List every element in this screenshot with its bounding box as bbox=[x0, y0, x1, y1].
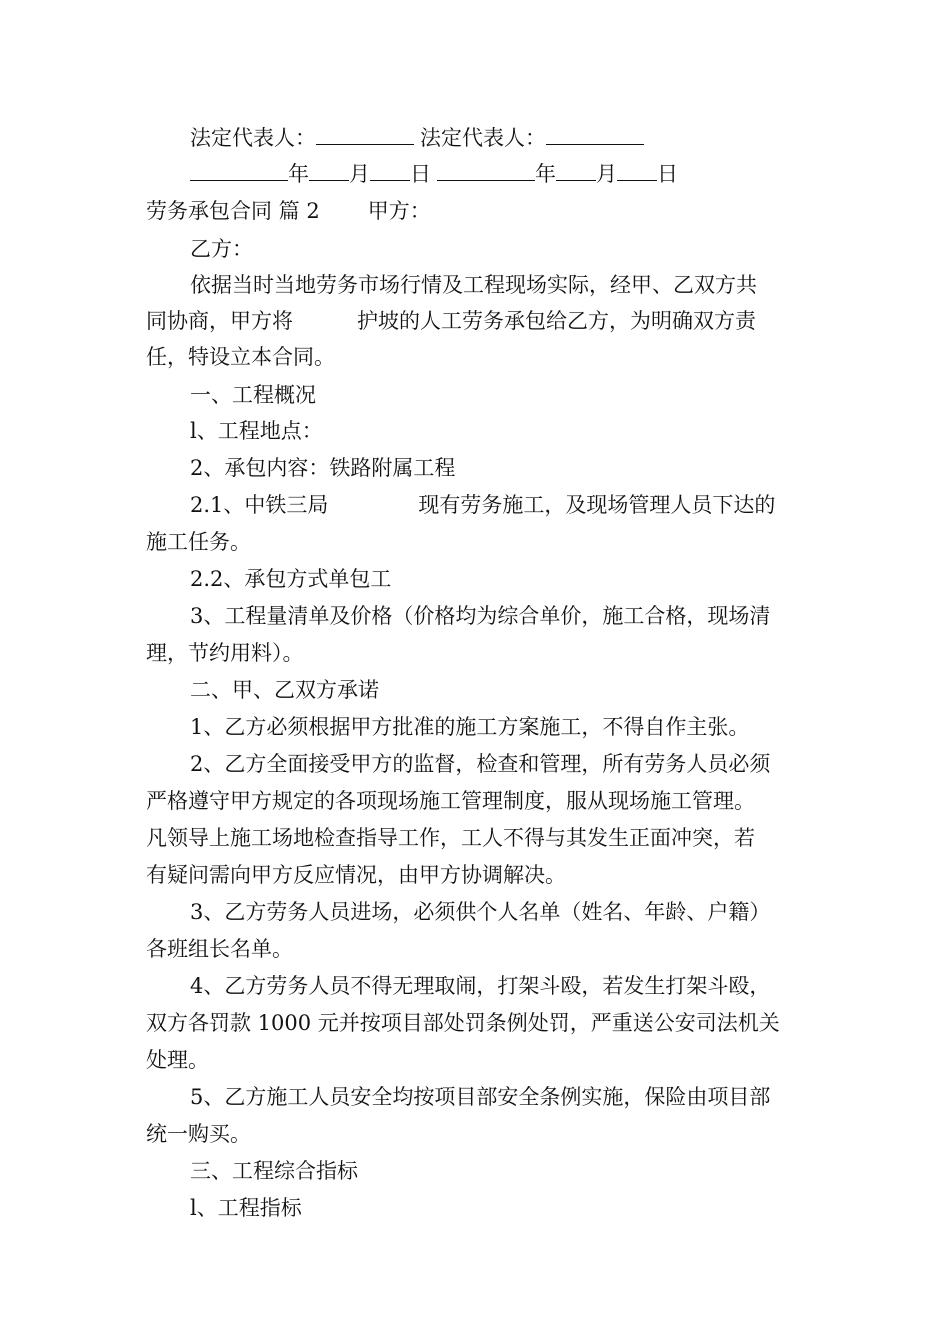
month-blank-b bbox=[556, 158, 596, 181]
section3-title: 三、工程综合指标 bbox=[190, 1159, 358, 1183]
section2-item2-cont2: 凡领导上施工场地检查指导工作，工人不得与其发生正面冲突，若 bbox=[146, 826, 755, 850]
section1-item3: 3、工程量清单及价格（价格均为综合单价，施工合格，现场清 bbox=[190, 604, 771, 628]
signature-line bbox=[190, 122, 644, 152]
section1-item22: 2.2、承包方式单包工 bbox=[190, 567, 392, 591]
section2-item5-cont: 统一购买。 bbox=[146, 1122, 251, 1146]
party-b-label: 乙方： bbox=[190, 237, 253, 261]
section1-item21-cont: 施工任务。 bbox=[146, 530, 251, 554]
day-blank-a bbox=[370, 158, 410, 181]
intro-line-3: 任，特设立本合同。 bbox=[146, 345, 335, 369]
section2-title: 二、甲、乙双方承诺 bbox=[190, 678, 379, 702]
section2-item5: 5、乙方施工人员安全均按项目部安全条例实施，保险由项目部 bbox=[190, 1085, 771, 1109]
year-label-b: 年 bbox=[535, 162, 556, 186]
section1-item3-cont: 理，节约用料）。 bbox=[146, 641, 304, 665]
contract-heading bbox=[146, 196, 431, 226]
day-label-a: 日 bbox=[410, 162, 431, 186]
month-label-b: 月 bbox=[596, 162, 617, 186]
day-blank-b bbox=[617, 158, 657, 181]
section1-item21: 2.1、中铁三局 现有劳务施工，及现场管理人员下达的 bbox=[190, 493, 776, 517]
section2-item4: 4、乙方劳务人员不得无理取闹，打架斗殴，若发生打架斗殴， bbox=[190, 974, 771, 998]
section2-item3-cont: 各班组长名单。 bbox=[146, 937, 293, 961]
section2-item2-cont1: 严格遵守甲方规定的各项现场施工管理制度，服从现场施工管理。 bbox=[146, 789, 755, 813]
section1-item1: l、工程地点： bbox=[190, 419, 323, 443]
section2-item4-cont1: 双方各罚款 1000 元并按项目部处罚条例处罚，严重送公安司法机关 bbox=[146, 1011, 780, 1035]
section1-title: 一、工程概况 bbox=[190, 383, 316, 407]
rep-blank-a bbox=[316, 122, 414, 145]
section2-item2: 2、乙方全面接受甲方的监督，检查和管理，所有劳务人员必须 bbox=[190, 752, 771, 776]
party-a-label: 甲方： bbox=[367, 199, 431, 223]
section2-item4-cont2: 处理。 bbox=[146, 1048, 209, 1072]
section2-item1: 1、乙方必须根据甲方批准的施工方案施工，不得自作主张。 bbox=[190, 715, 750, 739]
rep-label-a: 法定代表人： bbox=[190, 126, 316, 150]
section2-item3: 3、乙方劳务人员进场，必须供个人名单（姓名、年龄、户籍） bbox=[190, 900, 771, 924]
month-blank-a bbox=[309, 158, 349, 181]
rep-blank-b bbox=[546, 122, 644, 145]
year-blank-a bbox=[190, 158, 288, 181]
section3-item1: l、工程指标 bbox=[190, 1196, 302, 1220]
day-label-b: 日 bbox=[657, 162, 678, 186]
intro-line-2: 同协商，甲方将 护坡的人工劳务承包给乙方，为明确双方责 bbox=[146, 309, 756, 333]
year-blank-b bbox=[437, 158, 535, 181]
section2-item2-cont3: 有疑问需向甲方反应情况，由甲方协调解决。 bbox=[146, 863, 566, 887]
month-label-a: 月 bbox=[349, 162, 370, 186]
section1-item2: 2、承包内容：铁路附属工程 bbox=[190, 456, 456, 480]
contract-title: 劳务承包合同 篇 2 bbox=[146, 199, 320, 223]
date-line bbox=[190, 158, 678, 188]
intro-line-1: 依据当时当地劳务市场行情及工程现场实际，经甲、乙双方共 bbox=[190, 273, 757, 297]
rep-label-b: 法定代表人： bbox=[420, 126, 546, 150]
year-label-a: 年 bbox=[288, 162, 309, 186]
